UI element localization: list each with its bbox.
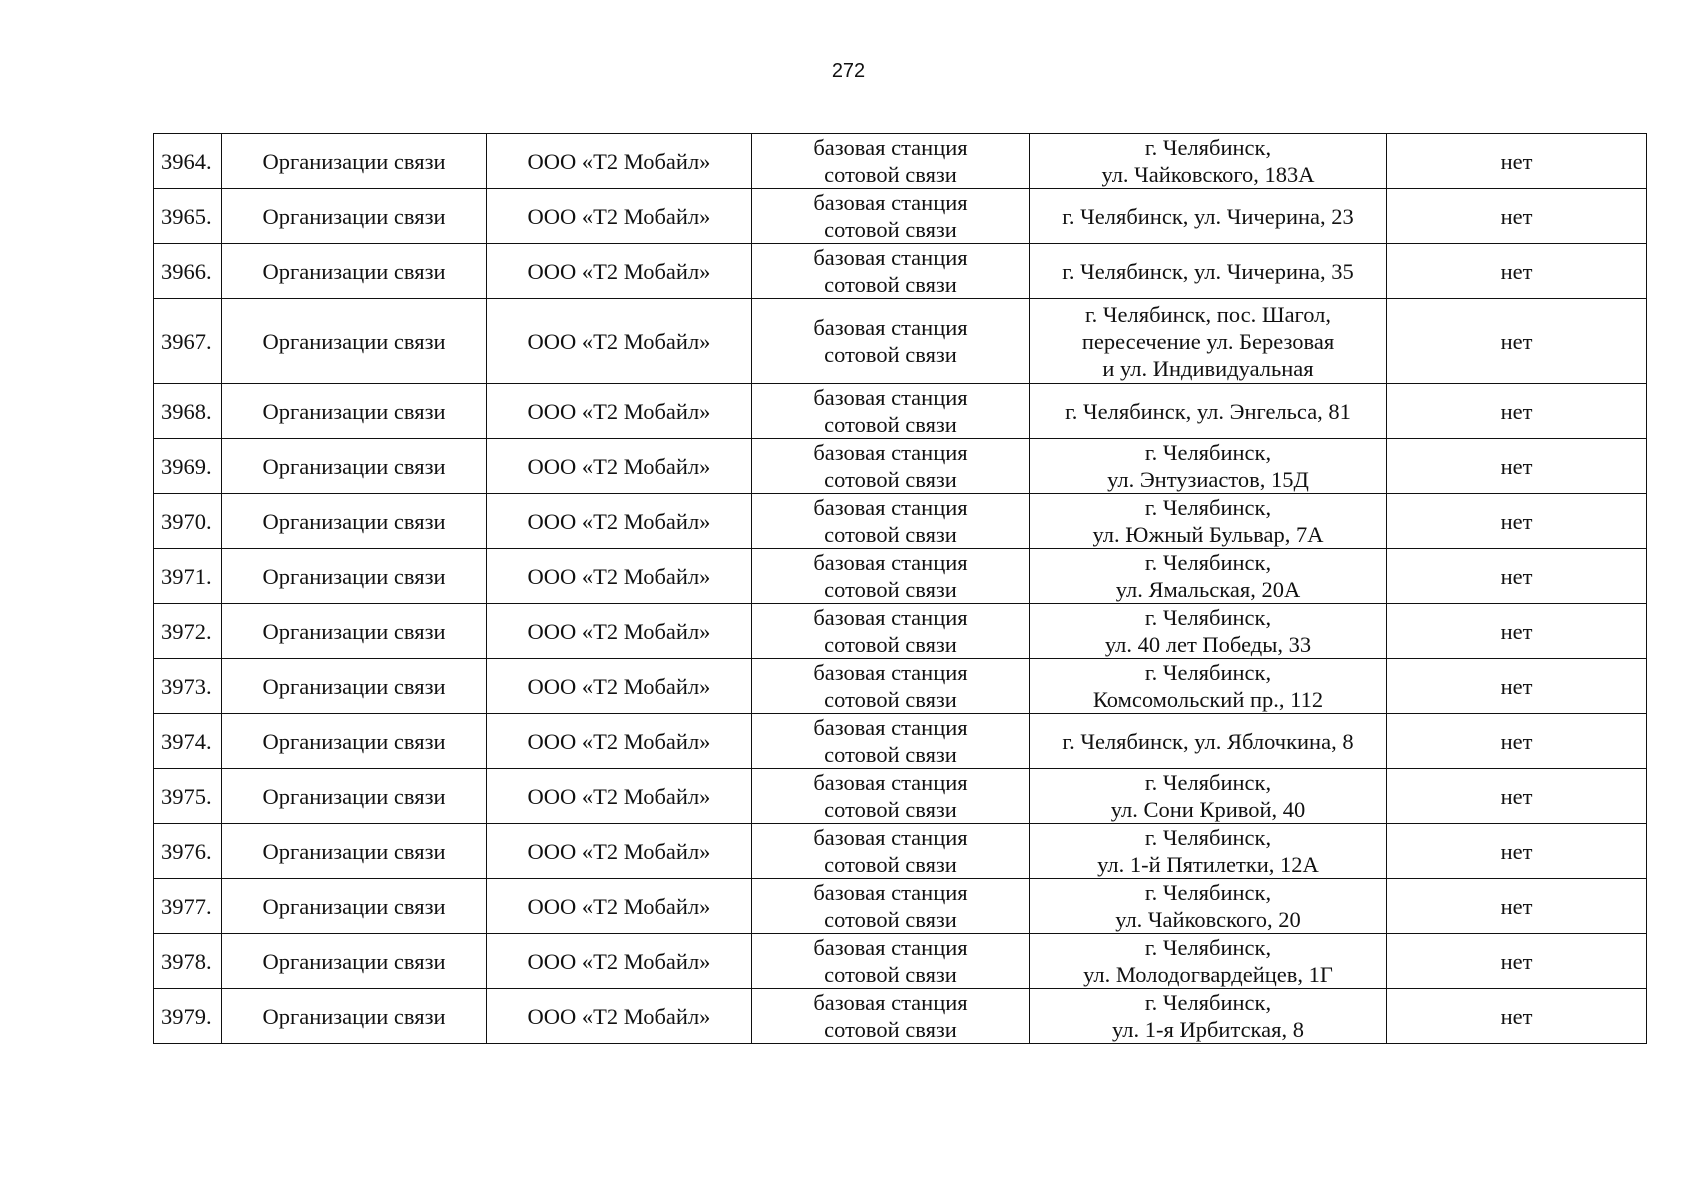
object-type-line: сотовой связи <box>824 797 957 822</box>
object-type-cell <box>752 384 1030 439</box>
row-number-cell: 3973. <box>154 659 222 714</box>
object-type-cell <box>752 549 1030 604</box>
row-number-cell: 3969. <box>154 439 222 494</box>
address-line: г. Челябинск, <box>1144 495 1272 520</box>
object-type-cell <box>752 824 1030 879</box>
address-cell <box>1030 879 1387 934</box>
address-line: ул. Энтузиастов, 15Д <box>1107 467 1309 492</box>
row-number-cell: 3976. <box>154 824 222 879</box>
object-type-line: базовая станция <box>813 935 968 960</box>
category-cell: Организации связи <box>222 244 487 299</box>
address-line: г. Челябинск, ул. Энгельса, 81 <box>1065 398 1351 424</box>
category-cell: Организации связи <box>222 299 487 384</box>
address-line: г. Челябинск, пос. Шагол, <box>1084 301 1332 327</box>
object-type-cell <box>752 134 1030 189</box>
object-type-line: базовая станция <box>813 605 968 630</box>
address-cell <box>1030 934 1387 989</box>
status-cell: нет <box>1387 189 1647 244</box>
organization-cell: ООО «Т2 Мобайл» <box>487 299 752 384</box>
table-row <box>154 244 1647 299</box>
object-type-line: сотовой связи <box>824 1017 957 1042</box>
object-type-cell <box>752 299 1030 384</box>
category-cell: Организации связи <box>222 134 487 189</box>
category-cell: Организации связи <box>222 494 487 549</box>
object-type-line: базовая станция <box>813 715 968 740</box>
category-cell: Организации связи <box>222 384 487 439</box>
address-line: г. Челябинск, <box>1144 660 1272 685</box>
status-cell: нет <box>1387 134 1647 189</box>
address-cell <box>1030 189 1387 244</box>
object-type-cell <box>752 244 1030 299</box>
address-line: Комсомольский пр., 112 <box>1092 687 1324 712</box>
object-type-cell <box>752 989 1030 1044</box>
status-cell: нет <box>1387 494 1647 549</box>
table-row <box>154 549 1647 604</box>
address-cell <box>1030 989 1387 1044</box>
address-line: ул. Ямальская, 20А <box>1115 577 1301 602</box>
object-type-line: сотовой связи <box>824 742 957 767</box>
organization-cell: ООО «Т2 Мобайл» <box>487 824 752 879</box>
category-cell: Организации связи <box>222 604 487 659</box>
address-line: г. Челябинск, ул. Яблочкина, 8 <box>1062 728 1354 754</box>
row-number-cell: 3975. <box>154 769 222 824</box>
status-cell: нет <box>1387 989 1647 1044</box>
address-line: г. Челябинск, <box>1144 550 1272 575</box>
object-type-cell <box>752 439 1030 494</box>
object-type-line: базовая станция <box>813 825 968 850</box>
category-cell: Организации связи <box>222 659 487 714</box>
row-number-cell: 3970. <box>154 494 222 549</box>
row-number-cell: 3972. <box>154 604 222 659</box>
table-row <box>154 879 1647 934</box>
object-type-line: сотовой связи <box>824 217 957 242</box>
status-cell: нет <box>1387 549 1647 604</box>
address-line: ул. Сони Кривой, 40 <box>1110 797 1306 822</box>
address-line: г. Челябинск, <box>1144 135 1272 160</box>
object-type-line: базовая станция <box>813 990 968 1015</box>
object-type-cell <box>752 604 1030 659</box>
address-cell <box>1030 714 1387 769</box>
registry-table <box>153 133 1647 1044</box>
category-cell: Организации связи <box>222 714 487 769</box>
object-type-line: сотовой связи <box>824 632 957 657</box>
address-line: г. Челябинск, <box>1144 825 1272 850</box>
table-row <box>154 989 1647 1044</box>
object-type-cell <box>752 494 1030 549</box>
status-cell: нет <box>1387 824 1647 879</box>
organization-cell: ООО «Т2 Мобайл» <box>487 189 752 244</box>
address-cell <box>1030 134 1387 189</box>
address-cell <box>1030 769 1387 824</box>
organization-cell: ООО «Т2 Мобайл» <box>487 549 752 604</box>
status-cell: нет <box>1387 244 1647 299</box>
object-type-line: базовая станция <box>813 770 968 795</box>
object-type-cell <box>752 659 1030 714</box>
address-cell <box>1030 384 1387 439</box>
object-type-cell <box>752 879 1030 934</box>
object-type-line: базовая станция <box>813 550 968 575</box>
status-cell: нет <box>1387 439 1647 494</box>
object-type-line: сотовой связи <box>824 687 957 712</box>
object-type-line: базовая станция <box>813 245 968 270</box>
category-cell: Организации связи <box>222 824 487 879</box>
object-type-line: базовая станция <box>813 135 968 160</box>
address-line: ул. 40 лет Победы, 33 <box>1104 632 1312 657</box>
table-row <box>154 134 1647 189</box>
address-line: пересечение ул. Березовая <box>1081 328 1335 354</box>
object-type-cell <box>752 714 1030 769</box>
row-number-cell: 3964. <box>154 134 222 189</box>
object-type-line: базовая станция <box>813 385 968 410</box>
row-number-cell: 3971. <box>154 549 222 604</box>
organization-cell: ООО «Т2 Мобайл» <box>487 244 752 299</box>
address-line: г. Челябинск, <box>1144 440 1272 465</box>
object-type-cell <box>752 934 1030 989</box>
registry-table-body <box>154 134 1647 1044</box>
object-type-cell <box>752 189 1030 244</box>
address-cell <box>1030 604 1387 659</box>
status-cell: нет <box>1387 879 1647 934</box>
category-cell: Организации связи <box>222 934 487 989</box>
organization-cell: ООО «Т2 Мобайл» <box>487 714 752 769</box>
address-line: и ул. Индивидуальная <box>1102 355 1314 381</box>
organization-cell: ООО «Т2 Мобайл» <box>487 989 752 1044</box>
organization-cell: ООО «Т2 Мобайл» <box>487 134 752 189</box>
address-line: ул. Молодогвардейцев, 1Г <box>1083 962 1333 987</box>
address-line: ул. Чайковского, 20 <box>1115 907 1301 932</box>
object-type-line: базовая станция <box>813 880 968 905</box>
object-type-line: сотовой связи <box>824 467 957 492</box>
organization-cell: ООО «Т2 Мобайл» <box>487 494 752 549</box>
category-cell: Организации связи <box>222 189 487 244</box>
category-cell: Организации связи <box>222 439 487 494</box>
row-number-cell: 3978. <box>154 934 222 989</box>
status-cell: нет <box>1387 714 1647 769</box>
table-row <box>154 934 1647 989</box>
row-number-cell: 3968. <box>154 384 222 439</box>
table-row <box>154 494 1647 549</box>
address-line: ул. 1-я Ирбитская, 8 <box>1112 1017 1304 1042</box>
organization-cell: ООО «Т2 Мобайл» <box>487 934 752 989</box>
row-number-cell: 3977. <box>154 879 222 934</box>
address-cell <box>1030 299 1387 384</box>
object-type-line: сотовой связи <box>824 412 957 437</box>
object-type-line: сотовой связи <box>824 522 957 547</box>
object-type-line: сотовой связи <box>824 962 957 987</box>
status-cell: нет <box>1387 934 1647 989</box>
address-line: ул. 1-й Пятилетки, 12А <box>1097 852 1319 877</box>
object-type-line: сотовой связи <box>824 852 957 877</box>
table-row <box>154 299 1647 384</box>
address-cell <box>1030 439 1387 494</box>
organization-cell: ООО «Т2 Мобайл» <box>487 879 752 934</box>
address-line: г. Челябинск, <box>1144 605 1272 630</box>
address-line: ул. Южный Бульвар, 7А <box>1092 522 1324 547</box>
organization-cell: ООО «Т2 Мобайл» <box>487 769 752 824</box>
table-row <box>154 189 1647 244</box>
address-cell <box>1030 659 1387 714</box>
table-row <box>154 384 1647 439</box>
table-row <box>154 824 1647 879</box>
object-type-line: базовая станция <box>813 440 968 465</box>
address-line: г. Челябинск, <box>1144 990 1272 1015</box>
organization-cell: ООО «Т2 Мобайл» <box>487 604 752 659</box>
address-line: г. Челябинск, <box>1144 935 1272 960</box>
category-cell: Организации связи <box>222 989 487 1044</box>
address-line: г. Челябинск, <box>1144 770 1272 795</box>
address-cell <box>1030 494 1387 549</box>
category-cell: Организации связи <box>222 769 487 824</box>
address-line: г. Челябинск, ул. Чичерина, 35 <box>1062 258 1354 284</box>
object-type-line: сотовой связи <box>824 342 957 367</box>
table-row <box>154 659 1647 714</box>
organization-cell: ООО «Т2 Мобайл» <box>487 439 752 494</box>
category-cell: Организации связи <box>222 549 487 604</box>
object-type-line: сотовой связи <box>824 577 957 602</box>
object-type-line: базовая станция <box>813 660 968 685</box>
object-type-line: сотовой связи <box>824 162 957 187</box>
address-line: г. Челябинск, <box>1144 880 1272 905</box>
address-line: г. Челябинск, ул. Чичерина, 23 <box>1062 203 1354 229</box>
page-number: 272 <box>831 60 866 82</box>
row-number-cell: 3979. <box>154 989 222 1044</box>
category-cell: Организации связи <box>222 879 487 934</box>
status-cell: нет <box>1387 384 1647 439</box>
row-number-cell: 3965. <box>154 189 222 244</box>
organization-cell: ООО «Т2 Мобайл» <box>487 384 752 439</box>
table-row <box>154 714 1647 769</box>
object-type-line: базовая станция <box>813 190 968 215</box>
address-cell <box>1030 824 1387 879</box>
row-number-cell: 3974. <box>154 714 222 769</box>
object-type-line: сотовой связи <box>824 907 957 932</box>
table-row <box>154 769 1647 824</box>
object-type-line: базовая станция <box>813 495 968 520</box>
table-row <box>154 604 1647 659</box>
organization-cell: ООО «Т2 Мобайл» <box>487 659 752 714</box>
object-type-line: сотовой связи <box>824 272 957 297</box>
status-cell: нет <box>1387 299 1647 384</box>
address-cell <box>1030 549 1387 604</box>
address-cell <box>1030 244 1387 299</box>
status-cell: нет <box>1387 769 1647 824</box>
table-row <box>154 439 1647 494</box>
address-line: ул. Чайковского, 183А <box>1101 162 1315 187</box>
status-cell: нет <box>1387 604 1647 659</box>
status-cell: нет <box>1387 659 1647 714</box>
object-type-cell <box>752 769 1030 824</box>
row-number-cell: 3967. <box>154 299 222 384</box>
object-type-line: базовая станция <box>813 315 968 340</box>
row-number-cell: 3966. <box>154 244 222 299</box>
